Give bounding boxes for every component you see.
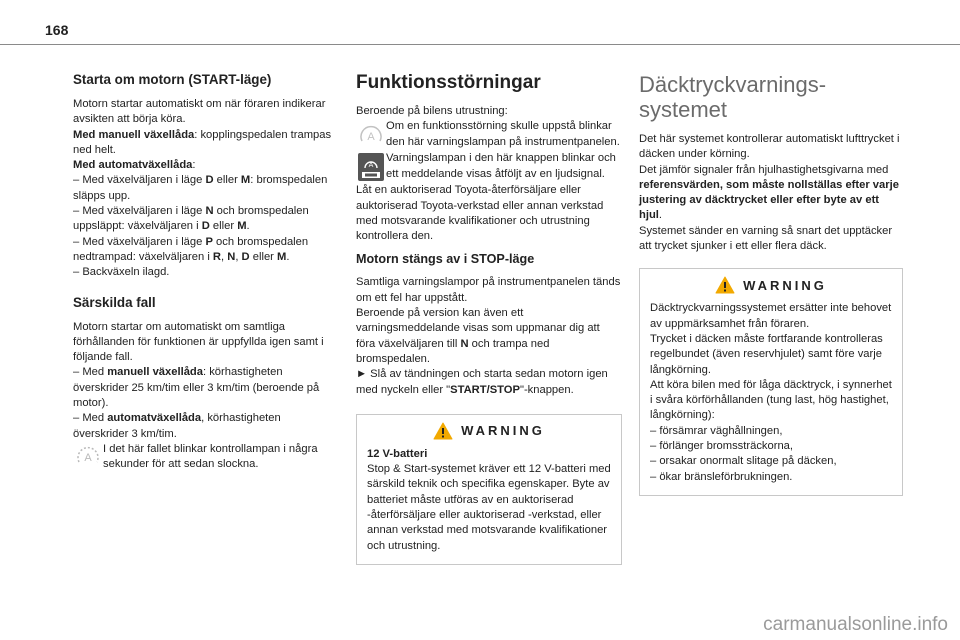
warning-triangle-icon [433, 422, 453, 440]
text: . [658, 209, 662, 222]
section-title-stop-mode: Motorn stängs av i STOP-läge [356, 252, 535, 267]
text: eller [209, 220, 238, 233]
warning-box-tyre [639, 268, 903, 496]
tyre-warning-3: Att köra bilen med för låga däcktryck, i synnerhet i svåra körförhållanden (tung last, hög hastighet, långkörning): [650, 378, 892, 422]
lamp-note [73, 442, 333, 473]
text: – Med växelväljaren i läge [73, 235, 206, 248]
gear-d: D [201, 220, 210, 233]
text: – Med växelväljaren i läge [73, 205, 206, 218]
stop-text-2 [356, 306, 622, 367]
title-line-1: Däcktryckvarnings- [639, 72, 827, 97]
text: – Med [73, 366, 108, 379]
lamp2-note [356, 151, 622, 183]
reference-values-emphasis: referensvärden, som måste nollställas efter varje justering av däcktrycket eller efter byte av ett hjul [639, 178, 899, 222]
start-stop-key: START/STOP [450, 383, 520, 396]
section-title-start: Starta om motorn (START-läge) [73, 72, 272, 87]
lamp1-text: Om en funktionsstörning skulle uppstå blinkar den här varningslampan på instrumentpanelen. [386, 120, 620, 148]
text: och trampa ned bromspedalen. [356, 337, 550, 365]
column-start-mode [73, 72, 333, 473]
gear-d: D [241, 250, 250, 263]
text: : bromspedalen släpps upp. [73, 174, 328, 202]
warning-subtitle: 12 V-batteri [367, 447, 428, 460]
stop-start-warning-icon [356, 119, 386, 151]
gear-p: P [205, 235, 213, 248]
auto-bullet-1 [73, 173, 333, 204]
warning-body [357, 447, 621, 564]
text: : körhastigheten överskrider 25 km/tim eller 3 km/tim (beroende på motor). [73, 366, 320, 410]
tyre-warning-6: – orsakar onormalt slitage på däcken, [650, 455, 837, 468]
gear-n: N [460, 337, 469, 350]
warning-label: WARNING [743, 277, 827, 293]
section-title-special: Särskilda fall [73, 294, 156, 310]
svg-text:A: A [84, 451, 92, 464]
text: , [235, 250, 242, 263]
section-title-malfunctions: Funktionsstörningar [356, 72, 541, 93]
stop-text-1: Samtliga varningslampor på instrumentpanelen tänds om ett fel har uppstått. [356, 276, 621, 304]
auto-gearbox-label: Med automatväxellåda [73, 159, 193, 172]
manual-gearbox-text: : kopplingspedalen trampas ned helt. [73, 128, 332, 156]
auto-bullet-2 [73, 204, 333, 235]
dealer-text: Låt en auktoriserad Toyota-återförsäljare eller auktoriserad Toyota-verkstad eller annan verkstad med motsvarande kvalifikationer och utrustning kontrollera den. [356, 184, 604, 243]
warning-triangle-icon [715, 276, 735, 294]
text: , körhastigheten överskrider 3 km/tim. [73, 412, 281, 440]
special-bullet-1 [73, 365, 333, 411]
text: ► Slå av tändningen och starta sedan motorn igen med nyckeln eller " [356, 368, 608, 396]
tyre-text-2 [639, 163, 903, 224]
gear-n: N [227, 250, 236, 263]
manual-gearbox-label: manuell växellåda [107, 366, 203, 379]
auto-gearbox-label: automatväxellåda [107, 412, 202, 425]
gear-r: R [212, 250, 222, 263]
text: . [246, 220, 250, 233]
tyre-text-3: Systemet sänder en varning så snart det upptäcker att trycket sjunker i ett eller flera däck. [639, 224, 893, 253]
watermark-logo: carmanualsonline.info [763, 614, 948, 635]
text: – Med [73, 412, 108, 425]
gear-m: M [240, 174, 251, 187]
text: och bromspedalen nedtrampad: växelväljaren i [73, 235, 309, 263]
tyre-warning-4: – försämrar väghållningen, [650, 424, 783, 437]
text: eller [213, 174, 241, 187]
svg-text:A: A [367, 131, 375, 144]
page-number: 168 [45, 22, 69, 38]
start-intro: Motorn startar automatiskt om när föraren indikerar avsikten att börja köra. [73, 98, 326, 126]
text: . [286, 250, 290, 263]
lamp2-text: Varningslampan i den här knappen blinkar och ett meddelande visas åtföljt av en ljudsignal. [386, 152, 616, 180]
text: Beroende på version kan även ett varningsmeddelande visas som uppmanar dig att föra växelväljaren till [356, 307, 600, 350]
warning-body [640, 301, 902, 495]
gear-n: N [205, 205, 214, 218]
text: Det jämför signaler från hjulhastighetsgivarna med [639, 163, 889, 176]
column-malfunctions [356, 72, 622, 565]
svg-text:A: A [368, 162, 374, 170]
malfunction-intro: Beroende på bilens utrustning: [356, 105, 508, 117]
tyre-warning-5: – förlänger bromssträckorna, [650, 440, 794, 453]
header-rule [0, 44, 960, 45]
text: , [221, 250, 228, 263]
warning-header [640, 269, 902, 301]
manual-gearbox-line [73, 128, 333, 159]
warning-label: WARNING [461, 423, 545, 439]
tyre-warning-7: – ökar bränsleförbrukningen. [650, 470, 793, 483]
manual-gearbox-label: Med manuell växellåda [73, 128, 195, 141]
warning-box-battery [356, 414, 622, 565]
stop-start-lamp-icon [73, 442, 103, 470]
lamp1-note [356, 119, 622, 151]
auto-gearbox-colon: : [192, 159, 196, 172]
lamp-note-text: I det här fallet blinkar kontrollampan i några sekunder för att sedan slockna. [103, 442, 318, 471]
special-bullet-2 [73, 411, 333, 442]
auto-bullet-3 [73, 235, 333, 266]
tyre-text-1: Det här systemet kontrollerar automatiskt lufttrycket i däcken under körning. [639, 133, 900, 161]
tyre-warning-2: Trycket i däcken måste fortfarande kontrolleras regelbundet (även reservhjulet) samt före varje långkörning. [650, 332, 883, 376]
gear-m: M [237, 220, 247, 233]
gear-d: D [205, 174, 214, 187]
text: och bromspedalen uppsläppt: växelväljaren i [73, 205, 309, 233]
tyre-warning-1: Däcktryckvarningssystemet ersätter inte behovet av uppmärksamhet från föraren. [650, 302, 892, 330]
stop-start-off-button-icon [356, 151, 386, 183]
column-tyre-pressure [639, 72, 903, 496]
special-intro: Motorn startar om automatiskt om samtliga förhållanden för funktionen är uppfyllda igen samt i följande fall. [73, 320, 324, 364]
title-line-2: systemet [639, 97, 728, 122]
stop-text-3 [356, 367, 622, 398]
warning-header [357, 415, 621, 447]
auto-gearbox-line [73, 158, 333, 173]
text: – Med växelväljaren i läge [73, 174, 206, 187]
text: "-knappen. [519, 383, 574, 396]
gear-m: M [277, 250, 287, 263]
warning-text: Stop & Start-systemet kräver ett 12 V-batteri med särskild teknik och specifika egenskaper. Byte av batteriet måste utföras av en auktoriserad -återförsäljare eller auktoriserad -verkstad, eller annan verkstad med motsvarande kvalifikationer och utrustning. [367, 463, 611, 552]
section-title-tyre [639, 72, 903, 122]
text: eller [249, 250, 277, 263]
auto-bullet-4: – Backväxeln ilagd. [73, 266, 170, 279]
